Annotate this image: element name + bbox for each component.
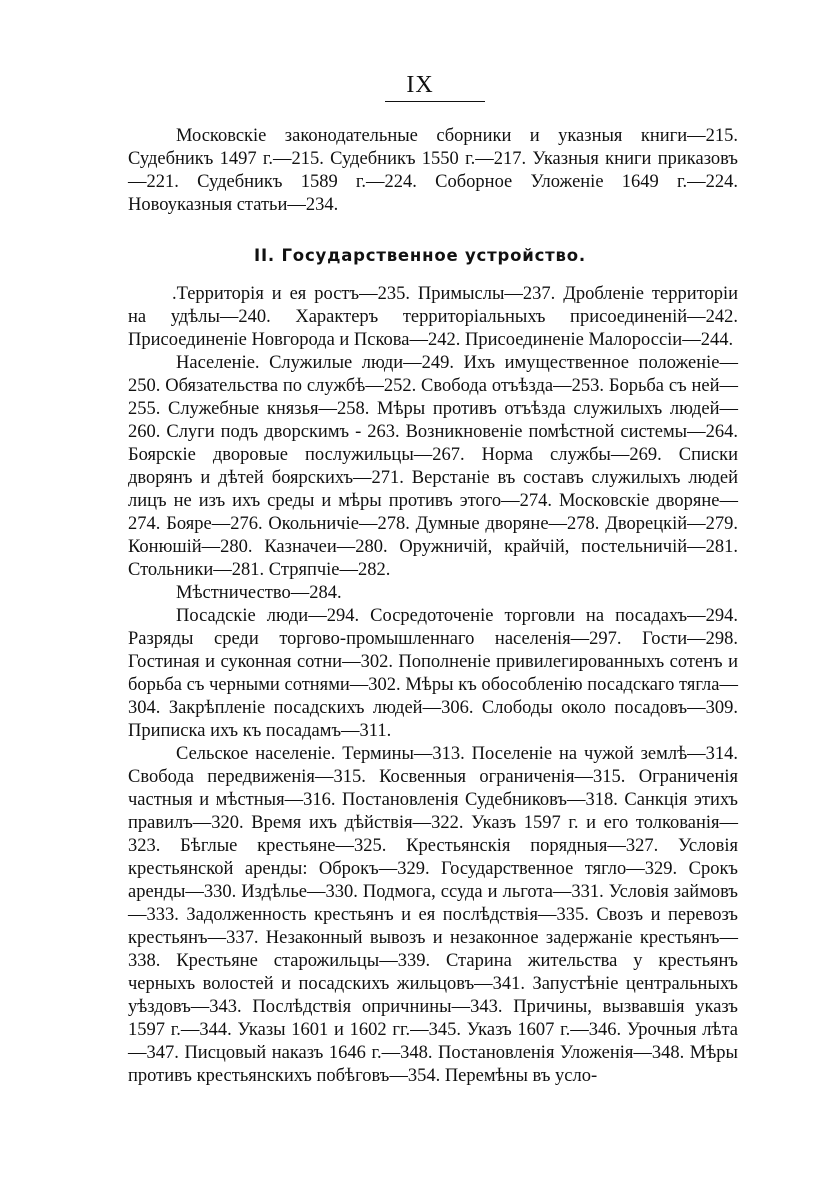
paragraph-territory: .Территорія и ея ростъ—235. Примыслы—237. Дробленіе территоріи на удѣлы—240. Характеръ территоріальныхъ присоединеній—242. Присоединеніе Новгорода и Пскова—242. Присоединеніе Малороссіи—244. <box>128 284 738 350</box>
page-number-rule <box>385 101 485 102</box>
paragraph-mestnichestvo: Мѣстничество—284. <box>176 583 342 603</box>
paragraph-rural-population: Сельское населеніе. Термины—313. Поселеніе на чужой землѣ—314. Свобода передвиженія—315. Косвенныя ограниченія—315. Ограниченія частныя и мѣстныя—316. Постановленія Судебниковъ—318. Санкція этихъ правилъ—320. Время ихъ дѣйствія—322. Указъ 1597 г. и его толкованія—323. Бѣглые крестьяне—325. Крестьянскія порядныя—327. Условія крестьянской аренды: Оброкъ—329. Государственное тягло—329. Срокъ аренды—330. Издѣлье—330. Подмога, ссуда и льгота—331. Условія займовъ—333. Задолженность крестьянъ и ея послѣдствія—335. Свозъ и перевозъ крестьянъ—337. Незаконный вывозъ и незаконное задержаніе крестьянъ—338. Крестьяне старожильцы—339. Старина жительства у крестьянъ черныхъ волостей и посадскихъ жильцовъ—341. Запустѣніе центральныхъ уѣздовъ—343. Послѣдствія опричнины—343. Причины, вызвавшія указъ 1597 г.—344. Указы 1601 и 1602 гг.—345. Указъ 1607 г.—346. Урочныя лѣта—347. Писцовый наказъ 1646 г.—348. Постановленія Уложенія—348. Мѣры противъ крестьянскихъ побѣговъ—354. Перемѣны въ усло- <box>128 744 738 1086</box>
section-heading: II. Государственное устройство. <box>254 246 586 265</box>
intro-paragraph: Московскіе законодательные сборники и указныя книги—215. Судебникъ 1497 г.—215. Судебникъ 1550 г.—217. Указныя книги приказовъ—221. Судебникъ 1589 г.—224. Соборное Уложеніе 1649 г.—224. Новоуказныя статьи—234. <box>128 126 738 215</box>
paragraph-population: Населеніе. Служилые люди—249. Ихъ имущественное положеніе—250. Обязательства по службѣ—252. Свобода отъѣзда—253. Борьба съ ней—255. Служебные князья—258. Мѣры противъ отъѣзда служилыхъ людей—260. Слуги подъ дворскимъ - 263. Возникновеніе помѣстной системы—264. Боярскіе дворовые послужильцы—267. Норма службы—269. Списки дворянъ и дѣтей боярскихъ—271. Верстаніе въ составъ служилыхъ людей лицъ не изъ ихъ среды и мѣры противъ этого—274. Московскіе дворяне—274. Бояре—276. Окольничіе—278. Думные дворяне—278. Дворецкій—279. Конюшій—280. Казначеи—280. Оружничій, крайчій, постельничій—281. Стольники—281. Стряпчіе—282. <box>128 353 738 580</box>
section-body <box>128 283 738 1088</box>
page-number: IX <box>406 72 434 98</box>
paragraph-townspeople: Посадскіе люди—294. Сосредоточеніе торговли на посадахъ—294. Разряды среди торгово-промышленнаго населенія—297. Гости—298. Гостиная и суконная сотни—302. Пополненіе привилегированныхъ сотенъ и борьба съ черными сотнями—302. Мѣры къ обособленію посадскаго тягла—304. Закрѣпленіе посадскихъ людей—306. Слободы около посадовъ—309. Приписка ихъ къ посадамъ—311. <box>128 606 738 741</box>
